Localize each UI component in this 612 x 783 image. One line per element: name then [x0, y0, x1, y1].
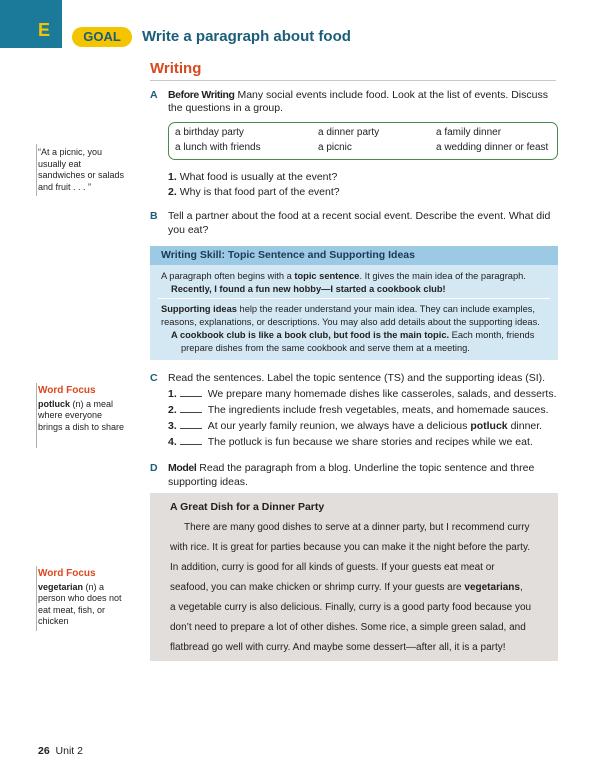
section-title: Writing: [150, 60, 202, 77]
skill-text: A paragraph often begins with a: [161, 271, 295, 281]
instruction-line: Tell a partner about the food at a recent social event. Describe the event. What did: [168, 210, 551, 222]
paragraph-line: don’t need to prepare a lot of other dishes. Some rice, a simple green salad, and: [170, 622, 526, 633]
goal-badge: GOAL: [72, 27, 132, 47]
unit-label: Unit 2: [55, 745, 83, 757]
instruction-line: Read the sentences. Label the topic sentence (TS) and the supporting ideas (SI).: [168, 372, 546, 384]
divider: [158, 298, 550, 299]
item-text: The ingredients include fresh vegetables, meats, and homemade sauces.: [207, 404, 549, 416]
word-focus-potluck: [38, 385, 128, 433]
skill-text: prepare dishes from the same cookbook and serve them at a meeting.: [181, 343, 470, 353]
event-item: a family dinner: [436, 127, 502, 138]
question-number: 1.: [168, 171, 177, 183]
goal-title: Write a paragraph about food: [142, 28, 351, 45]
instruction-line: Many social events include food. Look at the list of events. Discuss: [237, 89, 548, 101]
paragraph-keyword: vegetarians: [464, 582, 520, 593]
item-number: 3.: [168, 420, 177, 432]
word-focus-title: Word Focus: [38, 568, 96, 579]
activity-letter-b: B: [150, 210, 158, 222]
paragraph-line: flatbread go well with curry. And maybe some dessert—after all, it is a party!: [170, 642, 506, 653]
paragraph-line: [170, 582, 523, 593]
event-item: a birthday party: [175, 127, 244, 138]
event-item: a dinner party: [318, 127, 380, 138]
word-focus-definition: (n) a person who does not eat meat, fish, or chicken: [38, 581, 122, 626]
word-focus-definition: (n) a meal where everyone brings a dish to share: [38, 398, 125, 432]
answer-blank[interactable]: [180, 387, 202, 397]
skill-text: Each month, friends: [449, 330, 535, 340]
question-item: [168, 185, 558, 199]
skill-term: Supporting ideas: [161, 304, 237, 314]
item-number: 1.: [168, 388, 177, 400]
paragraph-text: seafood, you can make chicken or shrimp curry. If your guests are: [170, 582, 465, 593]
paragraph-text: ,: [519, 582, 523, 593]
skill-example: [171, 329, 551, 342]
paragraph-line: In addition, curry is good for all kinds of guests. If your guests eat meat or: [170, 562, 495, 573]
writing-skill-header: [150, 246, 558, 265]
item-keyword: potluck: [470, 420, 508, 432]
writing-skill-title: Writing Skill: Topic Sentence and Supporting Ideas: [161, 249, 415, 261]
page-footer: [38, 745, 83, 757]
skill-example: Recently, I found a fun new hobby—I started a cookbook club!: [171, 284, 446, 294]
paragraph-line: with rice. It is great for parties because you can make it the night before the party.: [170, 542, 530, 553]
question-text: Why is that food part of the event?: [179, 186, 340, 198]
paragraph-line: There are many good dishes to serve at a dinner party, but I recommend curry: [184, 522, 530, 533]
activity-letter-d: D: [150, 462, 158, 474]
skill-paragraph: [161, 270, 551, 283]
side-quote: “At a picnic, you usually eat sandwiches or salads and fruit . . . ”: [38, 147, 125, 192]
answer-blank[interactable]: [180, 419, 202, 429]
page-number: 26: [38, 745, 50, 757]
activity-label: Before Writing: [168, 89, 235, 101]
question-item: [168, 170, 558, 184]
event-item: a picnic: [318, 142, 352, 153]
word-focus-term: potluck: [38, 398, 71, 409]
sentence-item: [168, 387, 558, 401]
side-rule: [36, 144, 37, 196]
activity-letter-a: A: [150, 89, 158, 101]
divider: [150, 80, 556, 81]
sentence-item: [168, 419, 558, 433]
model-paragraph-box: [150, 493, 558, 661]
instruction-line: supporting ideas.: [168, 476, 248, 488]
side-rule: [36, 383, 37, 448]
skill-term: topic sentence: [294, 271, 360, 281]
skill-text: reasons, explanations, or descriptions. You may also add details about the supporting ideas.: [161, 317, 540, 327]
section-letter: E: [37, 20, 50, 40]
item-text: We prepare many homemade dishes like casseroles, salads, and desserts.: [207, 388, 557, 400]
word-focus-vegetarian: [38, 568, 128, 628]
word-focus-term: vegetarian: [38, 581, 84, 592]
sentence-item: [168, 403, 558, 417]
instruction-line: the questions in a group.: [168, 102, 283, 114]
instruction-line: you eat?: [168, 224, 209, 236]
instruction-line: Read the paragraph from a blog. Underline the topic sentence and three: [199, 462, 535, 474]
model-paragraph-title: A Great Dish for a Dinner Party: [170, 501, 325, 513]
question-number: 2.: [168, 186, 177, 198]
side-rule: [36, 566, 37, 631]
skill-paragraph: [161, 303, 553, 316]
item-number: 2.: [168, 404, 177, 416]
activity-d-instruction: [168, 461, 558, 475]
question-text: What food is usually at the event?: [179, 171, 338, 183]
item-number: 4.: [168, 436, 177, 448]
paragraph-line: a vegetable curry is also delicious. Finally, curry is a good party food because you: [170, 602, 532, 613]
skill-example-topic: A cookbook club is like a book club, but food is the main topic.: [171, 330, 450, 340]
answer-blank[interactable]: [180, 403, 202, 413]
activity-a-instruction: [168, 88, 558, 102]
skill-text: . It gives the main idea of the paragraph.: [359, 271, 526, 281]
answer-blank[interactable]: [180, 435, 202, 445]
sentence-item: [168, 435, 558, 449]
event-item: a lunch with friends: [175, 142, 261, 153]
event-item: a wedding dinner or feast: [436, 142, 549, 153]
word-focus-title: Word Focus: [38, 385, 96, 396]
item-text: The potluck is fun because we share stories and recipes while we eat.: [207, 436, 533, 448]
item-text: dinner.: [507, 420, 543, 432]
item-text: At our yearly family reunion, we always have a delicious: [207, 420, 471, 432]
skill-text: help the reader understand your main idea. They can include examples,: [236, 304, 535, 314]
activity-letter-c: C: [150, 372, 158, 384]
activity-label: Model: [168, 462, 197, 474]
